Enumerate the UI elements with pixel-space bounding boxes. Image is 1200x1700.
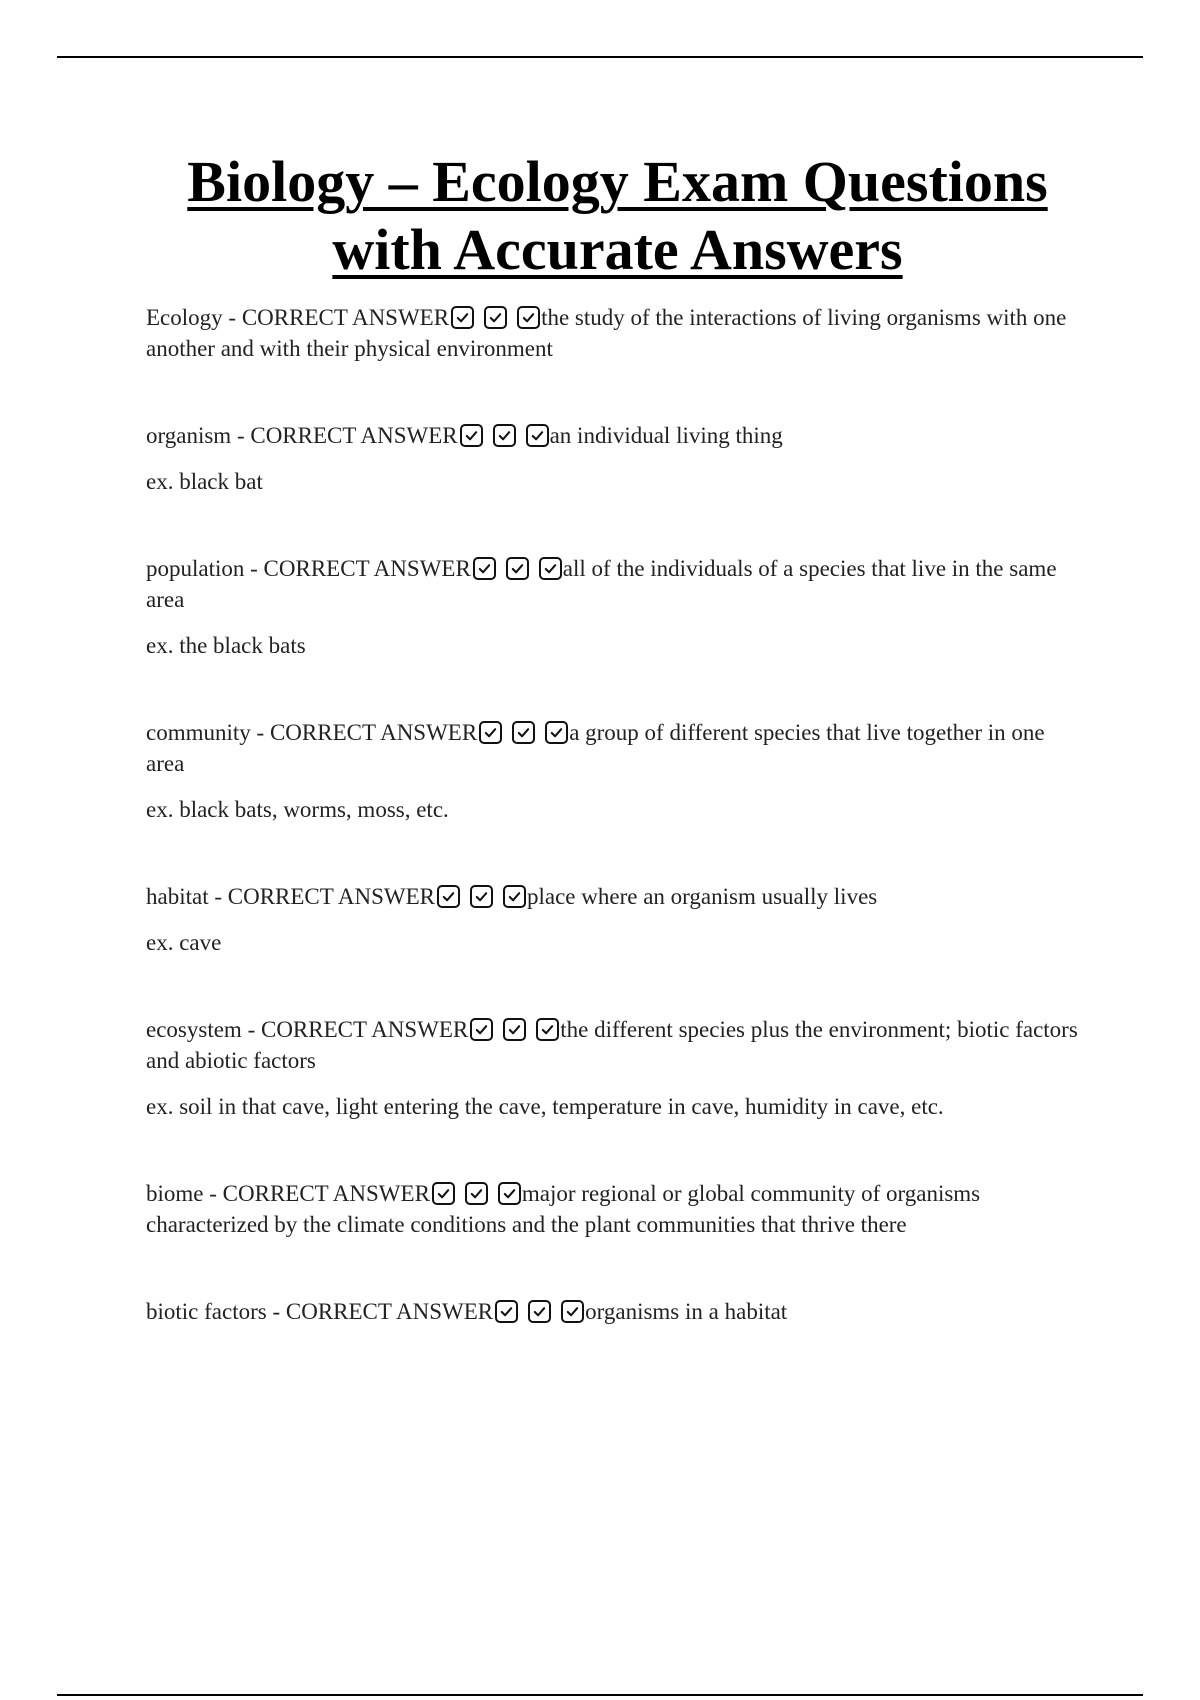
answer-text: organisms in a habitat bbox=[585, 1299, 788, 1324]
correct-answer-label: - CORRECT ANSWER bbox=[231, 423, 458, 448]
answer-text: all of the individuals of a species that live in the same area bbox=[146, 556, 1057, 612]
checkbox-checked-icon bbox=[545, 721, 568, 744]
term: organism bbox=[146, 423, 232, 448]
checkbox-checked-icon bbox=[517, 306, 540, 329]
definition-line bbox=[146, 881, 1086, 912]
checkbox-checked-icon bbox=[498, 1182, 521, 1205]
correct-answer-label: - CORRECT ANSWER bbox=[208, 884, 435, 909]
checkbox-checked-icon bbox=[561, 1300, 584, 1323]
correct-answer-label: - CORRECT ANSWER bbox=[241, 1017, 469, 1042]
checkbox-checked-icon bbox=[512, 721, 535, 744]
term: population bbox=[146, 556, 245, 581]
definition-entry bbox=[146, 1296, 1086, 1327]
term: habitat bbox=[146, 884, 209, 909]
definitions-list bbox=[146, 302, 1086, 1327]
check-icons bbox=[473, 553, 562, 584]
check-icons bbox=[460, 420, 549, 451]
checkbox-checked-icon bbox=[526, 424, 549, 447]
answer-text: an individual living thing bbox=[549, 423, 783, 448]
definition-entry bbox=[146, 553, 1086, 661]
term: biotic factors bbox=[146, 1299, 267, 1324]
title-line-2: with Accurate Answers bbox=[332, 217, 903, 282]
top-rule bbox=[57, 56, 1143, 58]
checkbox-checked-icon bbox=[495, 1300, 518, 1323]
definition-line bbox=[146, 717, 1086, 779]
checkbox-checked-icon bbox=[432, 1182, 455, 1205]
term: community bbox=[146, 720, 251, 745]
checkbox-checked-icon bbox=[470, 1018, 493, 1041]
correct-answer-label: - CORRECT ANSWER bbox=[222, 305, 450, 330]
term: ecosystem bbox=[146, 1017, 242, 1042]
definition-line bbox=[146, 553, 1086, 615]
checkbox-checked-icon bbox=[503, 885, 526, 908]
checkbox-checked-icon bbox=[473, 557, 496, 580]
checkbox-checked-icon bbox=[539, 557, 562, 580]
definition-entry bbox=[146, 1014, 1086, 1122]
definition-line bbox=[146, 1014, 1086, 1076]
check-icons bbox=[451, 302, 540, 333]
check-icons bbox=[479, 717, 568, 748]
example-text: ex. black bats, worms, moss, etc. bbox=[146, 797, 449, 822]
title-line-1: Biology – Ecology Exam Questions bbox=[187, 149, 1048, 214]
checkbox-checked-icon bbox=[484, 306, 507, 329]
definition-entry bbox=[146, 302, 1086, 364]
answer-text: the different species plus the environment; biotic factors and abiotic factors bbox=[146, 1017, 1078, 1073]
correct-answer-label: - CORRECT ANSWER bbox=[266, 1299, 494, 1324]
answer-text: major regional or global community of organisms characterized by the climate conditions and the plant communities that thrive there bbox=[146, 1181, 981, 1237]
checkbox-checked-icon bbox=[465, 1182, 488, 1205]
correct-answer-label: - CORRECT ANSWER bbox=[244, 556, 471, 581]
check-icons bbox=[432, 1178, 521, 1209]
definition-entry bbox=[146, 881, 1086, 958]
bottom-rule bbox=[57, 1694, 1143, 1696]
checkbox-checked-icon bbox=[437, 885, 460, 908]
term: Ecology bbox=[146, 305, 223, 330]
definition-line bbox=[146, 420, 1086, 451]
answer-text: a group of different species that live together in one area bbox=[146, 720, 1045, 776]
definition-line bbox=[146, 1296, 1086, 1327]
answer-text: the study of the interactions of living organisms with one another and with their physical environment bbox=[146, 305, 1067, 361]
example-text: ex. soil in that cave, light entering the cave, temperature in cave, humidity in cave, etc. bbox=[146, 1094, 944, 1119]
checkbox-checked-icon bbox=[506, 557, 529, 580]
definition-line bbox=[146, 302, 1086, 364]
correct-answer-label: - CORRECT ANSWER bbox=[203, 1181, 430, 1206]
answer-text: place where an organism usually lives bbox=[527, 884, 878, 909]
check-icons bbox=[470, 1014, 559, 1045]
checkbox-checked-icon bbox=[493, 424, 516, 447]
definition-entry bbox=[146, 420, 1086, 497]
checkbox-checked-icon bbox=[536, 1018, 559, 1041]
definition-entry bbox=[146, 717, 1086, 825]
example-text: ex. black bat bbox=[146, 469, 263, 494]
checkbox-checked-icon bbox=[470, 885, 493, 908]
definition-line bbox=[146, 1178, 1086, 1240]
checkbox-checked-icon bbox=[503, 1018, 526, 1041]
example-text: ex. the black bats bbox=[146, 633, 306, 658]
checkbox-checked-icon bbox=[479, 721, 502, 744]
checkbox-checked-icon bbox=[528, 1300, 551, 1323]
check-icons bbox=[495, 1296, 584, 1327]
definition-entry bbox=[146, 1178, 1086, 1240]
correct-answer-label: - CORRECT ANSWER bbox=[250, 720, 478, 745]
check-icons bbox=[437, 881, 526, 912]
document-title bbox=[0, 148, 1200, 284]
example-text: ex. cave bbox=[146, 930, 222, 955]
checkbox-checked-icon bbox=[460, 424, 483, 447]
checkbox-checked-icon bbox=[451, 306, 474, 329]
term: biome bbox=[146, 1181, 204, 1206]
